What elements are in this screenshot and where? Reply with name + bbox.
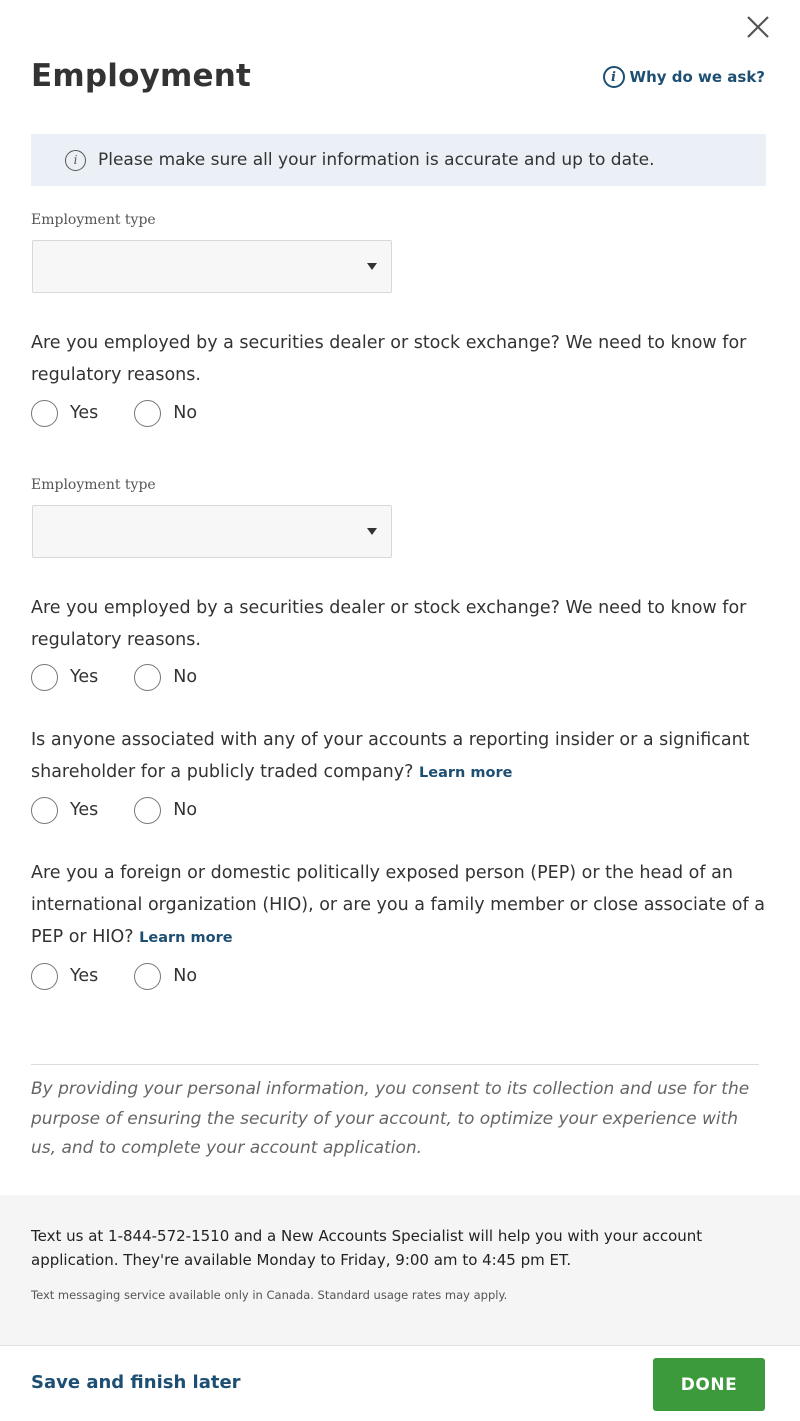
- radio-no-label: No: [173, 667, 198, 687]
- radio-no[interactable]: [134, 797, 197, 824]
- employment-type-label: Employment type: [31, 212, 156, 228]
- learn-more-link[interactable]: Learn more: [419, 765, 513, 781]
- page-title: Employment: [31, 58, 252, 94]
- radio-yes[interactable]: [31, 400, 98, 427]
- radio-circle[interactable]: [134, 400, 161, 427]
- radio-circle[interactable]: [134, 797, 161, 824]
- radio-no[interactable]: [134, 963, 197, 990]
- radio-circle[interactable]: [31, 664, 58, 691]
- caret-down-icon: [367, 263, 377, 270]
- securities-dealer-question: [31, 327, 771, 391]
- securities-dealer-radio-group: [31, 399, 197, 427]
- learn-more-link[interactable]: Learn more: [139, 930, 233, 946]
- text-us-message: Text us at 1-844-572-1510 and a New Accounts Specialist will help you with your account application. They're available Monday to Friday, 9:00 am to 4:45 pm ET.: [31, 1227, 703, 1269]
- radio-no-label: No: [173, 966, 198, 986]
- question-text: Are you employed by a securities dealer or stock exchange? We need to know for regulatory reasons.: [31, 333, 747, 385]
- info-notice: [31, 134, 766, 186]
- radio-yes[interactable]: [31, 664, 98, 691]
- question-text: Is anyone associated with any of your accounts a reporting insider or a significant shareholder for a publicly traded company?: [31, 730, 750, 782]
- employment-type-label: Employment type: [31, 477, 156, 493]
- pep-hio-radio-group: [31, 962, 197, 990]
- radio-circle[interactable]: [31, 797, 58, 824]
- info-icon: i: [65, 150, 86, 171]
- radio-circle[interactable]: [31, 400, 58, 427]
- footer-divider: [0, 1345, 800, 1346]
- radio-yes-label: Yes: [70, 800, 99, 820]
- close-icon: [744, 13, 772, 41]
- question-text: Are you employed by a securities dealer or stock exchange? We need to know for regulatory reasons.: [31, 598, 747, 650]
- why-do-we-ask-link[interactable]: [603, 64, 765, 90]
- done-button[interactable]: DONE: [653, 1358, 765, 1411]
- close-button[interactable]: [744, 13, 772, 41]
- radio-no-label: No: [173, 800, 198, 820]
- caret-down-icon: [367, 528, 377, 535]
- radio-yes-label: Yes: [70, 667, 99, 687]
- notice-text: Please make sure all your information is accurate and up to date.: [98, 150, 655, 170]
- radio-no-label: No: [173, 403, 198, 423]
- question-text: Are you a foreign or domestic politically exposed person (PEP) or the head of an international organization (HIO), or are you a family member or close associate of a PEP or HIO?: [31, 863, 765, 947]
- save-and-finish-later-link[interactable]: Save and finish later: [31, 1372, 241, 1393]
- insider-shareholder-radio-group: [31, 796, 197, 824]
- section-divider: [31, 1064, 759, 1065]
- radio-circle[interactable]: [134, 963, 161, 990]
- pep-hio-question: [31, 857, 771, 954]
- info-icon: i: [603, 66, 625, 88]
- radio-yes[interactable]: [31, 797, 98, 824]
- why-do-we-ask-label: Why do we ask?: [629, 68, 765, 86]
- securities-dealer-question: [31, 592, 771, 656]
- radio-yes[interactable]: [31, 963, 98, 990]
- securities-dealer-radio-group: [31, 663, 197, 691]
- radio-no[interactable]: [134, 664, 197, 691]
- employment-type-select[interactable]: [32, 240, 392, 293]
- radio-circle[interactable]: [134, 664, 161, 691]
- text-us-fine-print: Text messaging service available only in Canada. Standard usage rates may apply.: [31, 1288, 508, 1302]
- consent-text: By providing your personal information, you consent to its collection and use for the purpose of ensuring the security of your account, to optimize your experience with us, and to complete your account application.: [31, 1079, 750, 1158]
- employment-type-select[interactable]: [32, 505, 392, 558]
- radio-yes-label: Yes: [70, 403, 99, 423]
- radio-yes-label: Yes: [70, 966, 99, 986]
- insider-shareholder-question: [31, 724, 771, 789]
- radio-no[interactable]: [134, 400, 197, 427]
- text-us-panel: [0, 1195, 800, 1345]
- radio-circle[interactable]: [31, 963, 58, 990]
